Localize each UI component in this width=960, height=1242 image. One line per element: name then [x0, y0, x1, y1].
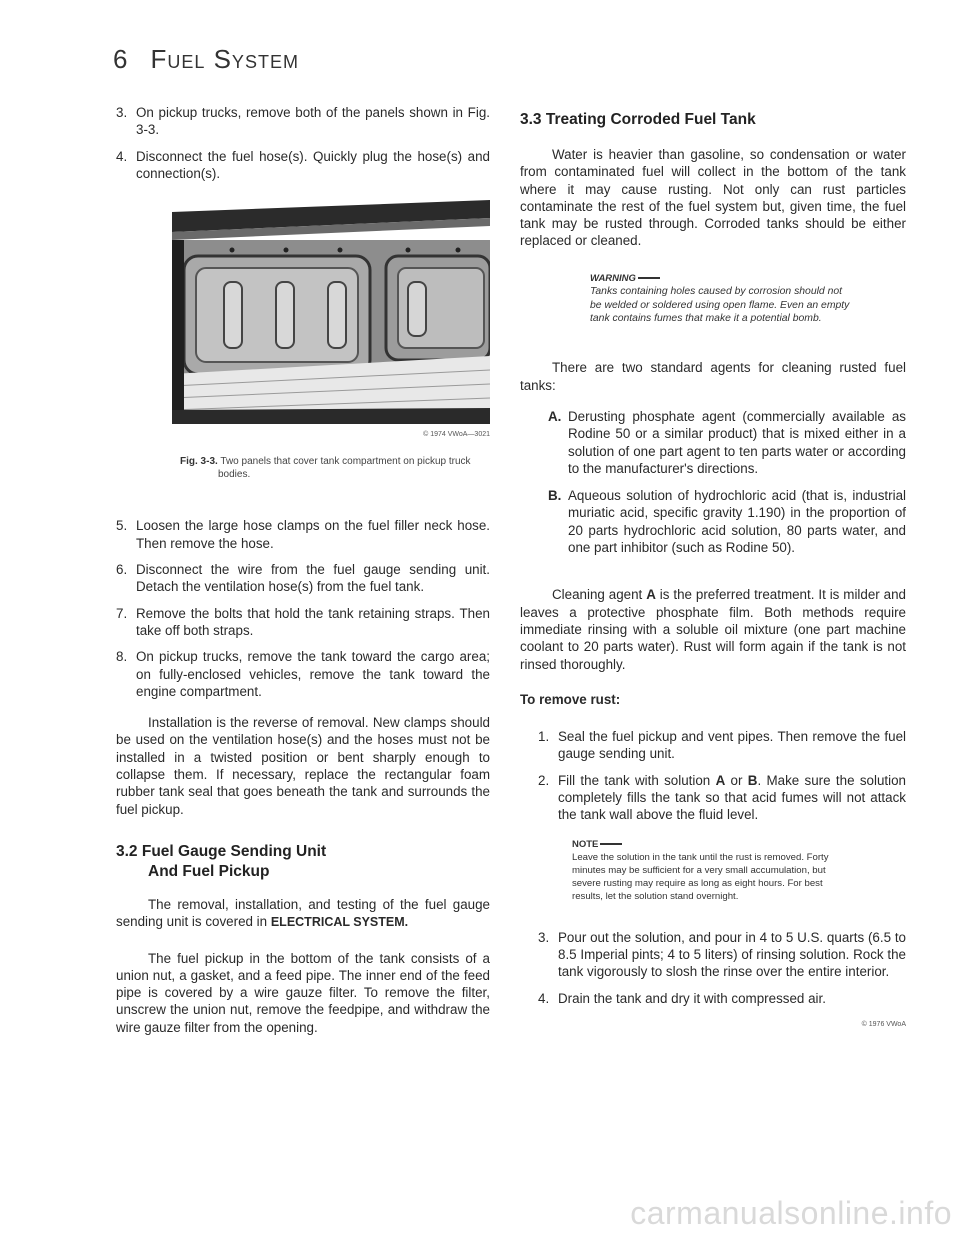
page-number: 6	[113, 44, 129, 74]
step-list	[520, 728, 906, 763]
cross-reference: ELECTRICAL SYSTEM.	[270, 915, 409, 930]
warning-text: Tanks containing holes caused by corrosion should not be welded or soldered using open flame. Even an empty tank contains fumes that make it a potential bomb.	[590, 286, 850, 324]
agents-intro	[520, 359, 906, 394]
step-number: A.	[548, 409, 562, 424]
step-text-part: or	[725, 772, 748, 788]
warning-label: WARNING	[590, 272, 636, 284]
agent-ref: B	[747, 772, 758, 788]
step-number: 7.	[116, 605, 128, 621]
procedure-step	[116, 104, 490, 139]
corrosion-paragraph: Water is heavier than gasoline, so condensation or water from contaminated fuel will collect in the bottom of the tank where it may cause rusting. Not only can rust particles contaminate the rest of the fuel system but, given time, the fuel tank may be rusted through. Corroded tanks should be either replaced or cleaned.	[520, 147, 906, 249]
step-list	[520, 929, 906, 1007]
rust-step	[538, 990, 906, 1007]
step-number: 5.	[116, 518, 128, 534]
agent-ref: A	[715, 772, 726, 788]
cleaning-paragraph	[520, 586, 906, 672]
procedure-step	[116, 648, 490, 700]
step-list	[116, 517, 490, 700]
pickup-panels-photo	[172, 198, 490, 424]
step-text-part: Fill the tank with solution	[558, 772, 716, 788]
step-text: Remove the bolts that hold the tank retaining straps. Then take off both straps.	[136, 605, 490, 638]
warning-box	[590, 272, 852, 326]
right-column	[520, 104, 906, 1033]
figure-caption-text: Two panels that cover tank compartment on pickup truck bodies.	[218, 456, 471, 481]
step-text	[558, 772, 906, 824]
agent-ref: A	[646, 587, 656, 603]
step-text: Aqueous solution of hydrochloric acid (that is, industrial muriatic acid, specific gravity 1.190) in the proportion of 20 parts hydrochloric acid solution, 80 parts water, and one part inhibitor (such as Rodine 50).	[568, 488, 906, 556]
installation-paragraph: Installation is the reverse of removal. New clamps should be used on the ventilation hose(s) and the hoses must not be installed in a twisted position or bent sharply enough to collapse them. If necessary, replace the rectangular foam rubber tank seal that goes beneath the tank and surrounds the fuel pickup.	[116, 715, 490, 817]
section-heading-3-3: 3.3 Treating Corroded Fuel Tank	[520, 111, 756, 128]
step-text: Disconnect the fuel hose(s). Quickly plug the hose(s) and connection(s).	[136, 148, 490, 181]
procedure-step	[116, 605, 490, 640]
step-number: 3.	[538, 929, 550, 945]
agent-item	[548, 487, 906, 556]
procedure-step	[116, 561, 490, 596]
step-list	[116, 104, 490, 182]
step-text: Derusting phosphate agent (commercially available as Rodine 50 or a similar product) that is mixed either in a solution of one part agent to ten parts water or according to the manufacturer's directions.	[568, 409, 906, 476]
section-heading-3-2	[116, 842, 490, 882]
step-text: Loosen the large hose clamps on the fuel filler neck hose. Then remove the hose.	[136, 518, 490, 551]
page-credit: © 1976 VWoA	[861, 1020, 906, 1028]
step-text-part: . Make sure the solution completely fills the tank so that acid fumes will not attack the tank wall above the fluid level.	[558, 772, 906, 823]
dash-icon	[600, 843, 622, 845]
step-number: 1.	[538, 729, 550, 745]
photo-credit: © 1974 VWoA—3021	[423, 431, 490, 439]
paragraph-text: Cleaning agent	[552, 587, 647, 603]
left-column	[116, 104, 490, 1050]
step-number: 2.	[538, 772, 550, 788]
procedure-step	[116, 148, 490, 183]
note-box	[572, 838, 836, 903]
note-text: Leave the solution in the tank until the rust is removed. Forty minutes may be sufficient for a very small accumulation, but severe rusting may require as long as eight hours. For best results, let the solution stand overnight.	[572, 851, 829, 902]
step-number: 4.	[538, 990, 550, 1006]
fuel-pickup-paragraph: The fuel pickup in the bottom of the tank consists of a union nut, a gasket, and a feed pipe. The inner end of the feed pipe is covered by a wire gauze filter. To remove the filter, unscrew the union nut, remove the feedpipe, and withdraw the wire gauze filter from the opening.	[116, 950, 490, 1035]
watermark: carmanualsonline.info	[630, 1195, 952, 1231]
dash-icon	[638, 277, 660, 279]
step-text: Pour out the solution, and pour in 4 to 5 U.S. quarts (6.5 to 8.5 Imperial pints; 4 to 5 liters) of rinsing solution. Rock the tank vigorously to slosh the rinse over the entire interior.	[558, 929, 906, 980]
paragraph-text: is the preferred treatment. It is milder and leaves a protective phosphate film. Both methods require immediate rinsing with a soluble oil mixture (one part machine coolant to 20 parts water). Rust will form again if the tank is not rinsed thoroughly.	[520, 587, 907, 672]
step-number: 8.	[116, 649, 128, 665]
section-heading-line: And Fuel Pickup	[148, 862, 270, 880]
rust-step	[538, 728, 906, 763]
figure-3-3	[172, 198, 490, 481]
agent-list	[520, 408, 906, 556]
page-header	[113, 44, 299, 75]
agent-item	[548, 408, 906, 477]
step-text: On pickup trucks, remove both of the panels shown in Fig. 3-3.	[136, 105, 490, 138]
step-text: On pickup trucks, remove the tank toward the cargo area; on fully-enclosed vehicles, remove the tank toward the engine compartment.	[136, 649, 490, 699]
step-number: 4.	[116, 148, 128, 164]
paragraph-text: The removal, installation, and testing of the fuel gauge sending unit is covered in	[116, 896, 490, 930]
remove-rust-label: To remove rust:	[520, 691, 621, 707]
rust-step	[538, 929, 906, 981]
procedure-step	[116, 517, 490, 552]
step-number: 6.	[116, 562, 128, 578]
step-text: Seal the fuel pickup and vent pipes. Then remove the fuel gauge sending unit.	[558, 729, 906, 762]
rust-step-2	[538, 772, 906, 824]
figure-label: Fig. 3-3.	[180, 456, 218, 468]
step-text: Disconnect the wire from the fuel gauge sending unit. Detach the ventilation hose(s) from the fuel tank.	[136, 562, 490, 595]
paragraph-text: There are two standard agents for cleaning rusted fuel tanks:	[520, 360, 906, 393]
step-text: Drain the tank and dry it with compressed air.	[558, 990, 826, 1006]
sending-unit-paragraph	[116, 896, 490, 932]
step-number: 3.	[116, 105, 128, 120]
step-number: B.	[548, 488, 562, 504]
note-label: NOTE	[572, 838, 599, 850]
chapter-title: Fuel System	[150, 44, 299, 74]
figure-caption	[180, 455, 490, 481]
section-heading-line: 3.2 Fuel Gauge Sending Unit	[116, 842, 327, 860]
